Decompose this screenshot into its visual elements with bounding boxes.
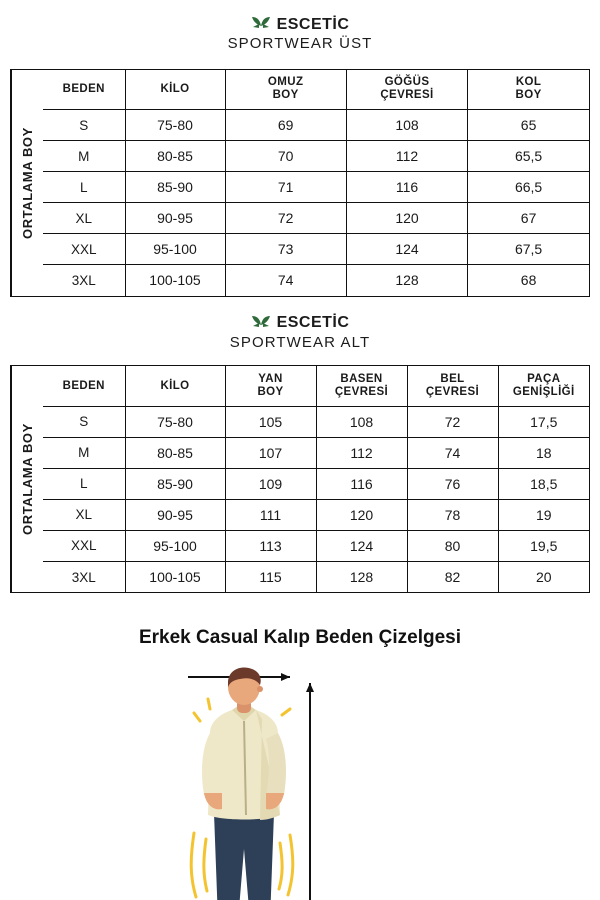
upper-table-side-label: ORTALAMA BOY <box>11 70 43 296</box>
cell-omuz-boy: 74 <box>225 265 346 296</box>
cell-gogus-cevresi: 128 <box>346 265 467 296</box>
cell-kilo: 100-105 <box>125 265 225 296</box>
cell-beden: XL <box>43 499 125 530</box>
cell-paca-genisligi: 19,5 <box>498 530 589 561</box>
table-header-row <box>43 70 589 110</box>
cell-gogus-cevresi: 116 <box>346 172 467 203</box>
column-header-kol-boy: KOL BOY <box>468 70 589 110</box>
brand-header-bottom <box>0 297 600 352</box>
brand-header-top <box>0 0 600 53</box>
cell-kol-boy: 66,5 <box>468 172 589 203</box>
cell-kilo: 80-85 <box>125 437 225 468</box>
cell-yan-boy: 109 <box>225 468 316 499</box>
cell-omuz-boy: 73 <box>225 234 346 265</box>
column-header-beden: BEDEN <box>43 366 125 406</box>
cell-omuz-boy: 72 <box>225 203 346 234</box>
cell-kilo: 100-105 <box>125 561 225 592</box>
brand-name-top: ESCETİC <box>276 15 350 33</box>
column-header-paca-genisligi: PAÇA GENİŞLİĞİ <box>498 366 589 406</box>
cell-kilo: 75-80 <box>125 110 225 141</box>
cell-paca-genisligi: 18 <box>498 437 589 468</box>
brand-subtitle-top: SPORTWEAR ÜST <box>227 34 373 52</box>
cell-beden: S <box>43 110 125 141</box>
table-header-row <box>43 366 589 406</box>
cell-paca-genisligi: 19 <box>498 499 589 530</box>
cell-beden: XXL <box>43 530 125 561</box>
escetic-leaf-logo-icon <box>251 14 271 35</box>
cell-bel-cevresi: 76 <box>407 468 498 499</box>
table-row <box>43 265 589 296</box>
cell-yan-boy: 107 <box>225 437 316 468</box>
cell-beden: M <box>43 437 125 468</box>
cell-beden: XL <box>43 203 125 234</box>
cell-beden: 3XL <box>43 265 125 296</box>
cell-paca-genisligi: 18,5 <box>498 468 589 499</box>
cell-beden: L <box>43 468 125 499</box>
column-header-bel-cevresi: BEL ÇEVRESİ <box>407 366 498 406</box>
cell-bel-cevresi: 78 <box>407 499 498 530</box>
cell-kilo: 85-90 <box>125 468 225 499</box>
upper-size-table-grid <box>43 70 589 296</box>
table-row <box>43 141 589 172</box>
cell-kol-boy: 67 <box>468 203 589 234</box>
column-header-kilo: KİLO <box>125 70 225 110</box>
cell-kilo: 85-90 <box>125 172 225 203</box>
cell-gogus-cevresi: 124 <box>346 234 467 265</box>
table-row <box>43 530 589 561</box>
table-row <box>43 499 589 530</box>
table-row <box>43 172 589 203</box>
cell-basen-cevresi: 116 <box>316 468 407 499</box>
cell-kol-boy: 68 <box>468 265 589 296</box>
cell-basen-cevresi: 112 <box>316 437 407 468</box>
lower-size-table <box>10 365 590 593</box>
cell-yan-boy: 111 <box>225 499 316 530</box>
cell-kilo: 90-95 <box>125 499 225 530</box>
cell-yan-boy: 115 <box>225 561 316 592</box>
page-title: Erkek Casual Kalıp Beden Çizelgesi <box>138 627 462 649</box>
table-row <box>43 468 589 499</box>
upper-size-table <box>10 69 590 297</box>
cell-paca-genisligi: 20 <box>498 561 589 592</box>
cell-basen-cevresi: 128 <box>316 561 407 592</box>
cell-bel-cevresi: 82 <box>407 561 498 592</box>
cell-kilo: 95-100 <box>125 530 225 561</box>
lower-size-table-grid <box>43 366 589 592</box>
cell-beden: M <box>43 141 125 172</box>
cell-kol-boy: 67,5 <box>468 234 589 265</box>
cell-bel-cevresi: 80 <box>407 530 498 561</box>
column-header-yan-boy: YAN BOY <box>225 366 316 406</box>
brand-subtitle-bottom: SPORTWEAR ALT <box>229 333 371 351</box>
column-header-omuz-boy: OMUZ BOY <box>225 70 346 110</box>
cell-gogus-cevresi: 120 <box>346 203 467 234</box>
cell-kilo: 75-80 <box>125 406 225 437</box>
cell-kol-boy: 65,5 <box>468 141 589 172</box>
body-height-arrow <box>306 683 314 900</box>
table-row <box>43 437 589 468</box>
brand-name-bottom: ESCETİC <box>276 314 350 332</box>
cell-beden: S <box>43 406 125 437</box>
cell-kilo: 80-85 <box>125 141 225 172</box>
cell-beden: XXL <box>43 234 125 265</box>
cell-yan-boy: 105 <box>225 406 316 437</box>
cell-beden: 3XL <box>43 561 125 592</box>
column-header-gogus-cevresi: GÖĞÜS ÇEVRESİ <box>346 70 467 110</box>
cell-gogus-cevresi: 112 <box>346 141 467 172</box>
cell-kilo: 90-95 <box>125 203 225 234</box>
column-header-basen-cevresi: BASEN ÇEVRESİ <box>316 366 407 406</box>
cell-basen-cevresi: 120 <box>316 499 407 530</box>
table-row <box>43 561 589 592</box>
cell-omuz-boy: 71 <box>225 172 346 203</box>
cell-kilo: 95-100 <box>125 234 225 265</box>
table-row <box>43 110 589 141</box>
cell-beden: L <box>43 172 125 203</box>
cell-kol-boy: 65 <box>468 110 589 141</box>
column-header-beden: BEDEN <box>43 70 125 110</box>
cell-gogus-cevresi: 108 <box>346 110 467 141</box>
cell-omuz-boy: 69 <box>225 110 346 141</box>
cell-basen-cevresi: 124 <box>316 530 407 561</box>
cell-bel-cevresi: 72 <box>407 406 498 437</box>
cell-yan-boy: 113 <box>225 530 316 561</box>
cell-omuz-boy: 70 <box>225 141 346 172</box>
table-row <box>43 234 589 265</box>
lower-table-side-label: ORTALAMA BOY <box>11 366 43 592</box>
standing-man-measurement-illustration <box>0 663 600 900</box>
column-header-kilo: KİLO <box>125 366 225 406</box>
cell-bel-cevresi: 74 <box>407 437 498 468</box>
cell-paca-genisligi: 17,5 <box>498 406 589 437</box>
table-row <box>43 203 589 234</box>
cell-basen-cevresi: 108 <box>316 406 407 437</box>
escetic-leaf-logo-icon <box>251 313 271 334</box>
table-row <box>43 406 589 437</box>
